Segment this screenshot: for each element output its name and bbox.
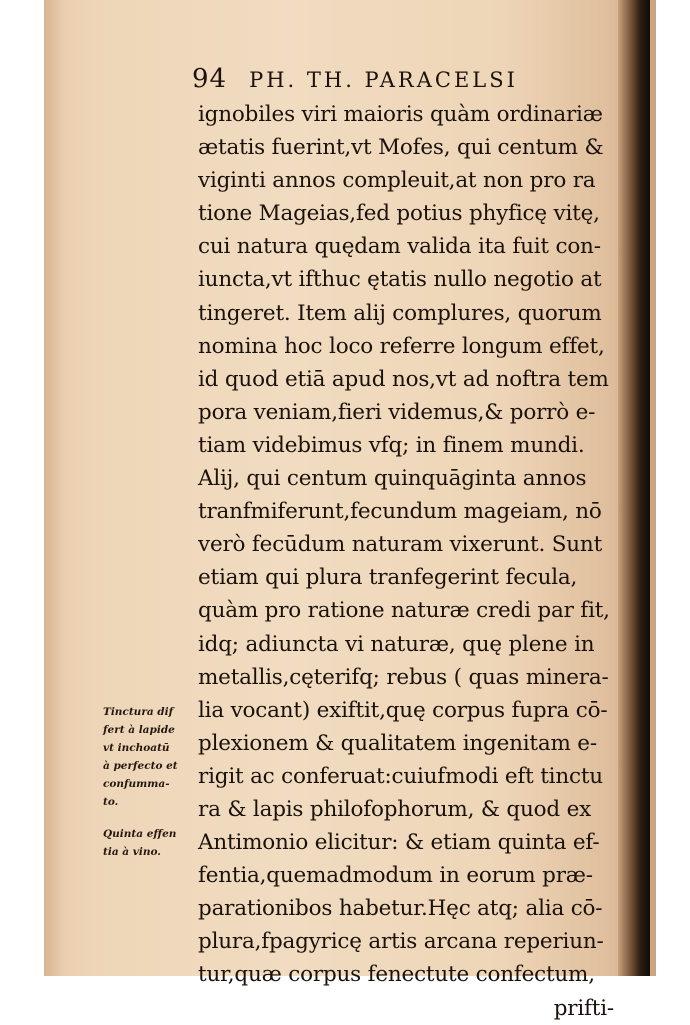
text-line: pora veniam,fieri videmus,& porrò e- xyxy=(198,399,596,425)
catchword: prifti- xyxy=(553,995,614,1021)
page-number: 94 xyxy=(192,64,228,94)
text-line: idq; adiuncta vi naturæ, quę plene in xyxy=(198,631,595,657)
margin-note-line: confumma- xyxy=(103,778,170,790)
text-line: lia vocant) exiftit,quę corpus fupra cō- xyxy=(198,697,608,723)
margin-note-line: fert à lapide xyxy=(103,724,175,736)
text-line: fentia,quemadmodum in eorum præ- xyxy=(198,863,593,889)
text-line: quàm pro ratione naturæ credi par fit, xyxy=(198,598,610,624)
text-line: viginti annos compleuit,at non pro ra xyxy=(198,168,596,194)
margin-note-line: vt inchoatū xyxy=(103,742,170,754)
text-line: id quod etiā apud nos,vt ad noftra tem xyxy=(198,366,609,392)
text-line: tione Mageias,fed potius phyficę vitę, xyxy=(198,201,600,227)
text-line: Alij, qui centum quinquāginta annos xyxy=(198,466,587,492)
text-line: metallis,cęterifq; rebus ( quas minera- xyxy=(198,664,609,690)
margin-note-line: tia à vino. xyxy=(103,846,161,858)
text-line: tiam videbimus vfq; in finem mundi. xyxy=(198,432,585,458)
margin-note-line: à perfecto et xyxy=(103,760,178,772)
main-text-block xyxy=(198,98,618,1025)
margin-note-line: Quinta effen xyxy=(103,828,177,840)
book-spine xyxy=(618,0,650,976)
text-line: ætatis fuerint,vt Mofes, qui centum & xyxy=(198,135,604,161)
text-line: etiam qui plura tranfegerint fecula, xyxy=(198,565,578,591)
text-line: ignobiles viri maioris quàm ordinariæ xyxy=(198,102,603,127)
text-line: cui natura quędam valida ita fuit con- xyxy=(198,234,601,260)
marginal-notes xyxy=(103,703,199,861)
text-line: tingeret. Item alij complures, quorum xyxy=(198,300,602,326)
text-line: rigit ac conferuat:cuiufmodi eft tinctu xyxy=(198,763,603,789)
text-line: parationibos habetur.Hęc atq; alia cō- xyxy=(198,896,603,922)
text-line: plexionem & qualitatem ingenitam e- xyxy=(198,730,597,756)
margin-note-line: to. xyxy=(103,796,119,808)
text-line: Antimonio elicitur: & etiam quinta ef- xyxy=(198,830,600,856)
text-line: iuncta,vt ifthuc ętatis nullo negotio at xyxy=(198,267,602,293)
running-head: PH. TH. PARACELSI xyxy=(249,68,518,92)
text-line: verò fecūdum naturam vixerunt. Sunt xyxy=(198,532,603,558)
margin-note-line: Tinctura dif xyxy=(103,706,174,718)
text-line: tur,quæ corpus fenectute confectum, xyxy=(198,962,595,988)
text-line: plura,fpagyricę artis arcana reperiun- xyxy=(198,929,604,955)
page-edge-shadow xyxy=(44,0,64,976)
text-line: tranfmiferunt,fecundum mageiam, nō xyxy=(198,499,602,525)
text-line: ra & lapis philofophorum, & quod ex xyxy=(198,796,592,822)
text-line: nomina hoc loco referre longum effet, xyxy=(198,333,605,359)
